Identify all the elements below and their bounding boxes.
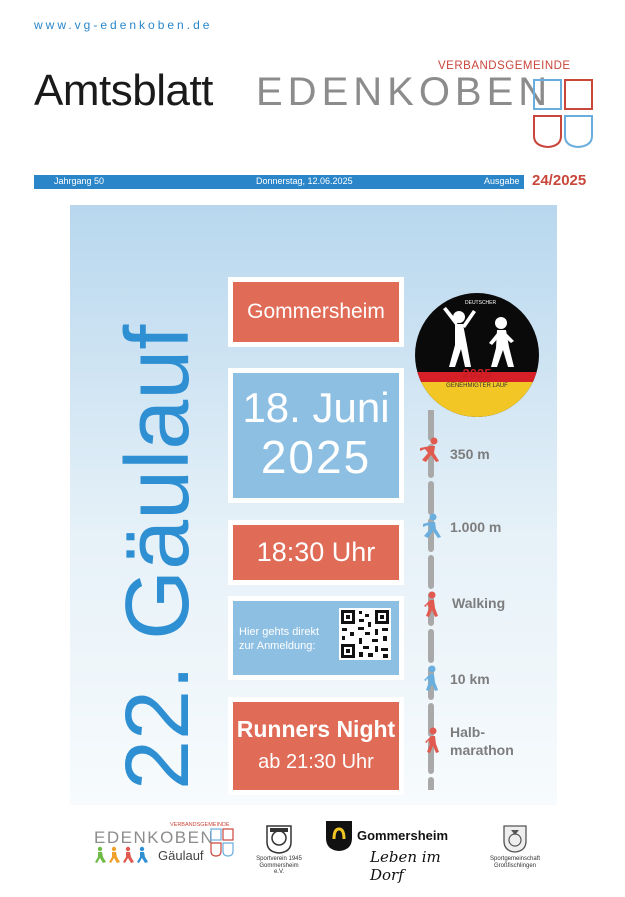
event-poster bbox=[70, 205, 557, 805]
date-day: 18. Juni bbox=[242, 384, 390, 431]
dlv-badge bbox=[415, 293, 539, 417]
badge-year: 2025 bbox=[462, 366, 492, 381]
walker-icon bbox=[422, 591, 442, 619]
sg-crest-icon bbox=[502, 824, 528, 854]
club1-line-2: Gommersheim e.V. bbox=[259, 863, 299, 875]
sv-crest-icon bbox=[265, 824, 293, 854]
footer-event-name: Gäulauf bbox=[158, 848, 204, 863]
half-marathon-line-1: Halb- bbox=[450, 724, 485, 740]
issue-label: Ausgabe bbox=[484, 176, 520, 186]
runner-icon bbox=[424, 727, 442, 755]
runners-night-box bbox=[228, 697, 404, 795]
distance-1000m: 1.000 m bbox=[450, 519, 502, 535]
runners-night-time: ab 21:30 Uhr bbox=[258, 751, 374, 773]
runner-icon bbox=[420, 513, 444, 541]
issue-date: Donnerstag, 12.06.2025 bbox=[256, 176, 353, 186]
runners-night-title: Runners Night bbox=[236, 716, 396, 742]
runner-icon bbox=[422, 665, 442, 693]
registration-text-2: zur Anmeldung: bbox=[239, 640, 316, 652]
coat-of-arms-icon bbox=[532, 78, 594, 150]
footer-coat-of-arms-icon bbox=[210, 828, 234, 858]
footer-town-slogan: Leben im Dorf bbox=[370, 848, 441, 884]
time-box bbox=[228, 520, 404, 585]
vg-gaeulauf-logo bbox=[92, 822, 242, 866]
club1-line-1: Sportverein 1945 bbox=[256, 856, 302, 862]
gommersheim-crest-icon bbox=[325, 820, 353, 852]
sv-gommersheim-logo bbox=[255, 824, 303, 874]
info-bar bbox=[34, 175, 524, 189]
footer-vg-name: EDENKOBEN bbox=[94, 828, 215, 847]
issue-number: 24/2025 bbox=[532, 172, 587, 189]
footer-vg-subtitle: VERBANDSGEMEINDE bbox=[170, 822, 230, 828]
org-subtitle: VERBANDSGEMEINDE bbox=[438, 60, 571, 72]
club2-line-2: Großfischlingen bbox=[493, 863, 537, 869]
footer-town-name: Gommersheim bbox=[357, 828, 449, 843]
org-name: EDENKOBEN bbox=[256, 70, 553, 114]
registration-box[interactable] bbox=[228, 596, 404, 680]
sg-grossfischlingen-logo bbox=[490, 824, 540, 874]
publication-title: Amtsblatt bbox=[34, 66, 213, 115]
registration-text-1: Hier gehts direkt bbox=[239, 626, 320, 638]
start-time: 18:30 Uhr bbox=[256, 537, 376, 567]
runner-icon bbox=[418, 437, 442, 465]
poster-title: 22. Gäulauf bbox=[108, 324, 208, 790]
distance-10km: 10 km bbox=[450, 671, 490, 687]
distance-walking: Walking bbox=[452, 595, 506, 611]
poster-title-graphic bbox=[70, 205, 240, 795]
volume-label: Jahrgang 50 bbox=[54, 176, 105, 186]
date-box bbox=[228, 368, 404, 503]
date-year: 2025 bbox=[260, 431, 372, 483]
svg-text:DEUTSCHER: DEUTSCHER bbox=[465, 300, 497, 306]
location-text: Gommersheim bbox=[247, 300, 385, 323]
half-marathon-line-2: marathon bbox=[450, 742, 514, 758]
distance-half-marathon bbox=[450, 723, 514, 759]
distance-350m: 350 m bbox=[450, 446, 490, 462]
gommersheim-logo bbox=[325, 820, 475, 884]
location-box bbox=[228, 277, 404, 347]
qr-code-icon[interactable] bbox=[339, 608, 391, 660]
website-url[interactable]: www.vg-edenkoben.de bbox=[34, 18, 213, 32]
badge-text: GENEHMIGTER LAUF bbox=[446, 383, 508, 389]
colored-runners-icon bbox=[94, 846, 156, 864]
club2-line-1: Sportgemeinschaft bbox=[489, 856, 541, 862]
